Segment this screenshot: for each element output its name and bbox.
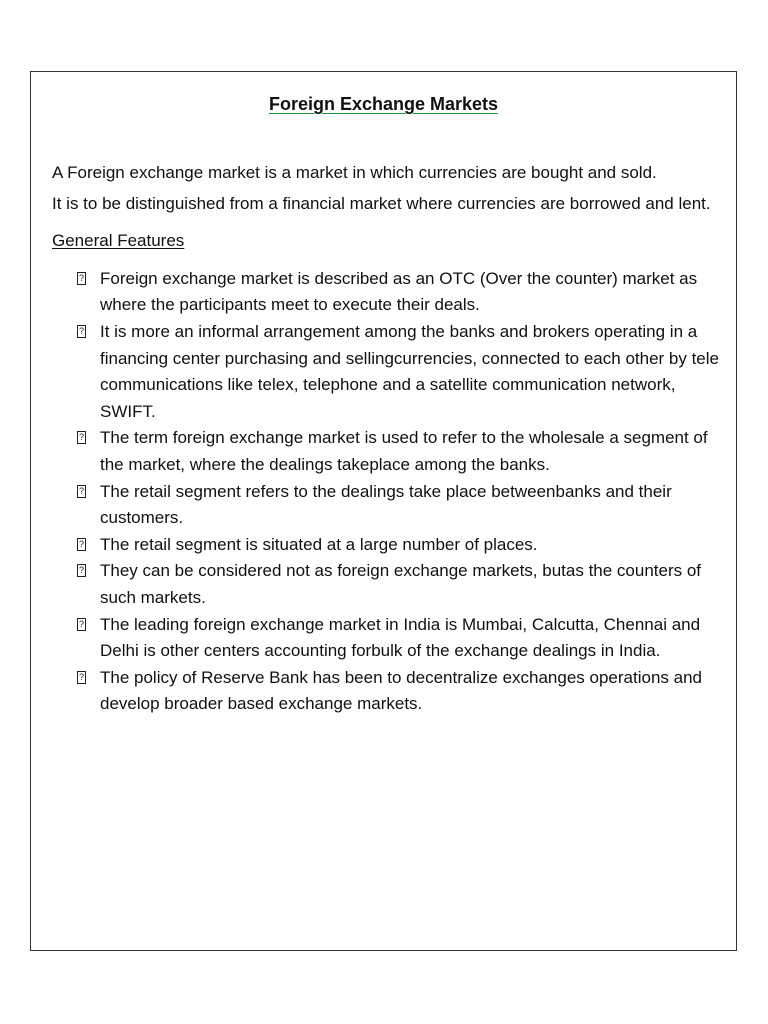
missing-glyph-box-icon xyxy=(77,431,86,444)
document-title xyxy=(31,92,736,116)
intro-paragraph-2: It is to be distinguished from a financial market where currencies are borrowed and lent. xyxy=(52,193,711,213)
list-item-text: They can be considered not as foreign exchange markets, butas the counters of such markets. xyxy=(100,561,702,607)
list-item-text: Foreign exchange market is described as an OTC (Over the counter) market as where the participants meet to execute their deals. xyxy=(100,268,698,315)
list-item-text: The leading foreign exchange market in India is Mumbai, Calcutta, Chennai and Delhi is other centers accounting forbulk of the exchange dealings in India. xyxy=(100,614,701,661)
list-item-text: The policy of Reserve Bank has been to decentralize exchanges operations and develop broader based exchange markets. xyxy=(100,667,702,714)
list-item xyxy=(52,665,722,718)
intro-paragraph-1: A Foreign exchange market is a market in which currencies are bought and sold. xyxy=(52,163,657,182)
list-item xyxy=(52,558,722,611)
list-item xyxy=(52,532,722,559)
section-heading-general-features: General Features xyxy=(52,231,185,251)
list-item xyxy=(52,479,722,532)
missing-glyph-box-icon xyxy=(77,325,86,338)
list-item-text: The retail segment is situated at a large number of places. xyxy=(100,534,538,554)
general-features-list xyxy=(52,266,722,718)
missing-glyph-box-icon xyxy=(77,272,86,285)
list-item-text: The retail segment refers to the dealings take place betweenbanks and their customers. xyxy=(100,481,672,528)
document-body xyxy=(52,160,722,718)
list-item xyxy=(52,425,722,478)
list-item-text: It is more an informal arrangement among the banks and brokers operating in a financing center purchasing and sellingcurrencies, connected to each other by tele communications like telex, telephone and a satellite communication network, SWIFT. xyxy=(100,321,719,421)
list-item xyxy=(52,319,722,425)
list-item-text: The term foreign exchange market is used to refer to the wholesale a segment of the market, where the dealings takeplace among the banks. xyxy=(100,428,708,474)
missing-glyph-box-icon xyxy=(77,538,86,551)
document-page xyxy=(30,71,737,951)
document-title-text: Foreign Exchange Markets xyxy=(268,94,499,114)
missing-glyph-box-icon xyxy=(77,618,86,631)
missing-glyph-box-icon xyxy=(77,564,86,577)
list-item xyxy=(52,612,722,665)
missing-glyph-box-icon xyxy=(77,671,86,684)
missing-glyph-box-icon xyxy=(77,485,86,498)
list-item xyxy=(52,266,722,319)
